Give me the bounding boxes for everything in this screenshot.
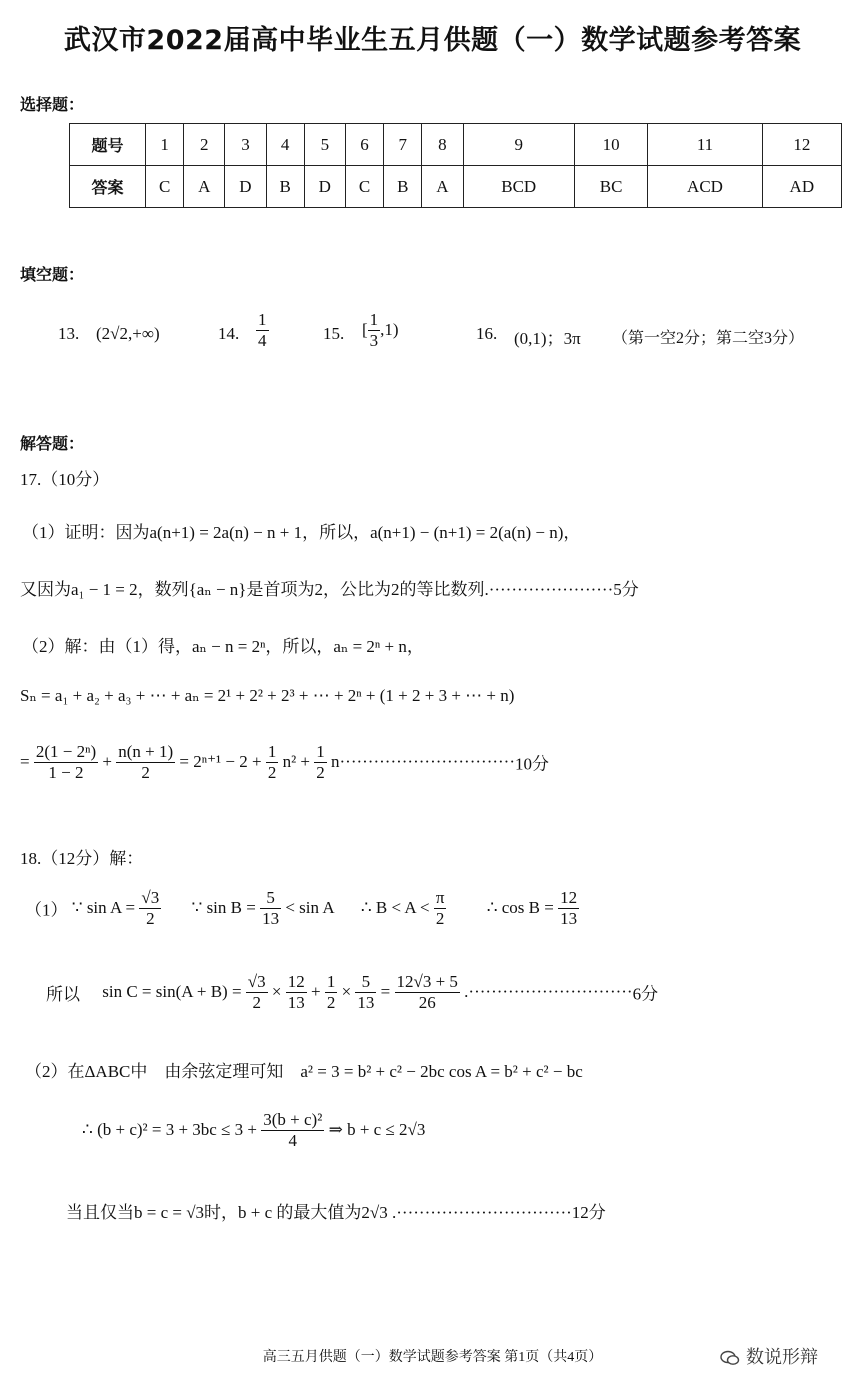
table-cell: 12 bbox=[762, 124, 841, 166]
section-solve-heading: 解答题： bbox=[20, 434, 85, 453]
watermark-text: 数说形辩 bbox=[746, 1347, 818, 1368]
q16-answer: (0,1)；3π bbox=[514, 329, 581, 348]
fraction-numerator: 12√3 + 5 bbox=[396, 972, 458, 991]
q14-answer bbox=[256, 310, 269, 350]
table-cell: AD bbox=[762, 166, 841, 208]
q17-line5-n2: n² + bbox=[282, 752, 310, 772]
q15-answer bbox=[362, 310, 399, 350]
q17-heading: 17.（10分） bbox=[20, 470, 110, 489]
q17-line2 bbox=[20, 575, 639, 600]
fraction-denominator: 2 bbox=[267, 762, 277, 782]
q13-number: 13. bbox=[58, 324, 80, 343]
part-label: （1） bbox=[25, 900, 68, 920]
q18-line3: （2）在ΔABC中 由余弦定理可知 a² = 3 = b² + c² − 2bc cos A = b² + c² − bc bbox=[25, 1062, 583, 1081]
table-header-cell: 答案 bbox=[70, 166, 146, 208]
bracket-close: ,1) bbox=[380, 320, 399, 340]
fraction-denominator: 26 bbox=[418, 992, 436, 1012]
table-cell: D bbox=[225, 166, 266, 208]
fraction-denominator: 13 bbox=[560, 908, 578, 928]
table-cell: 3 bbox=[225, 124, 266, 166]
fraction-numerator: 2(1 − 2ⁿ) bbox=[35, 742, 97, 761]
math-text: ∴ cos B = bbox=[486, 898, 554, 918]
q15-number: 15. bbox=[323, 324, 345, 343]
fraction-denominator: 1 − 2 bbox=[48, 762, 84, 782]
math-text: sin C = sin(A + B) = bbox=[102, 982, 242, 1002]
table-cell: 4 bbox=[266, 124, 304, 166]
q18-line5-text: 当且仅当b = c = √3时，b + c 的最大值为2√3 . bbox=[66, 1203, 397, 1222]
table-cell: 6 bbox=[345, 124, 383, 166]
table-cell: 10 bbox=[574, 124, 647, 166]
fraction-numerator: 1 bbox=[316, 742, 325, 761]
fraction-denominator: 4 bbox=[288, 1130, 298, 1150]
dotted-leader: ······················ bbox=[488, 580, 614, 599]
table-cell: A bbox=[422, 166, 463, 208]
chat-bubble-icon bbox=[720, 1350, 740, 1366]
score-label: 12分 bbox=[571, 1203, 606, 1222]
table-cell: D bbox=[304, 166, 345, 208]
q17-line5: = $\frac{\text{2(1 − 2ⁿ)}}{1 - 2}$ + $\frac{n(n + 1)}{2}$ = 2ⁿ⁺¹ − 2 + $\frac{1}{2}$ n² + $\frac{1}{2}$ n·······························10分 bbox=[20, 742, 549, 782]
math-text: ∴ (b + c)² = 3 + 3bc ≤ 3 + bbox=[82, 1120, 258, 1140]
table-cell: 8 bbox=[422, 124, 463, 166]
table-cell: C bbox=[345, 166, 383, 208]
score-label: 10分 bbox=[515, 754, 549, 774]
fraction-numerator: 1 bbox=[326, 972, 336, 991]
watermark bbox=[720, 1343, 818, 1369]
fraction-numerator: √3 bbox=[247, 972, 266, 991]
fraction-numerator: 1 bbox=[369, 310, 379, 329]
fraction-denominator: 3 bbox=[369, 330, 379, 350]
table-header-cell: 题号 bbox=[70, 124, 146, 166]
table-cell: 5 bbox=[304, 124, 345, 166]
table-cell: C bbox=[146, 166, 184, 208]
section-fill-heading: 填空题： bbox=[20, 265, 85, 284]
math-text: ⇒ b + c ≤ 2√3 bbox=[328, 1120, 426, 1140]
q13-answer: (2√2,+∞) bbox=[96, 324, 160, 343]
fraction-denominator: 13 bbox=[262, 908, 280, 928]
table-cell: 7 bbox=[384, 124, 422, 166]
table-cell: 11 bbox=[648, 124, 762, 166]
q14-number: 14. bbox=[218, 324, 240, 343]
page-footer: 高三五月供题（一）数学试题参考答案 第1页（共4页） bbox=[262, 1350, 603, 1365]
q16-score-note: （第一空2分；第二空3分） bbox=[612, 330, 805, 347]
table-cell: 1 bbox=[146, 124, 184, 166]
q18-heading: 18.（12分）解： bbox=[20, 849, 144, 868]
choice-answer-table bbox=[69, 123, 842, 208]
q17-line5-mid: = 2ⁿ⁺¹ − 2 + bbox=[179, 752, 262, 772]
fraction-denominator: 4 bbox=[258, 330, 267, 350]
fraction-denominator: 13 bbox=[287, 992, 305, 1012]
table-cell: A bbox=[184, 166, 225, 208]
q17-line1: （1）证明：因为a(n+1) = 2a(n) − n + 1，所以，a(n+1) − (n+1) = 2(a(n) − n)， bbox=[22, 523, 581, 542]
fraction-numerator: √3 bbox=[141, 888, 160, 907]
table-cell: B bbox=[384, 166, 422, 208]
table-cell: 2 bbox=[184, 124, 225, 166]
q17-line2-text: 又因为a₁ − 1 = 2，数列{aₙ − n}是首项为2，公比为2的等比数列. bbox=[20, 580, 489, 599]
q16-number: 16. bbox=[476, 324, 498, 343]
fraction-numerator: 1 bbox=[267, 742, 277, 761]
fraction-denominator: 13 bbox=[357, 992, 375, 1012]
table-cell: B bbox=[266, 166, 304, 208]
math-text: 所以 bbox=[46, 984, 80, 1004]
q17-line5-n: n bbox=[331, 752, 340, 772]
fraction-numerator: 1 bbox=[258, 310, 267, 329]
table-cell: BCD bbox=[463, 166, 574, 208]
dotted-leader: .····························· bbox=[464, 982, 633, 1002]
math-text: ∵ sin A = bbox=[71, 898, 136, 918]
fraction-denominator: 2 bbox=[141, 762, 150, 782]
page-title: 武汉市2022届高中毕业生五月供题（一）数学试题参考答案 bbox=[63, 25, 802, 56]
fraction-numerator: 5 bbox=[355, 972, 376, 993]
math-text: < sin A bbox=[285, 898, 335, 918]
section-choice-heading: 选择题： bbox=[20, 95, 85, 114]
fraction-denominator: 2 bbox=[326, 992, 336, 1012]
q18-line1 bbox=[25, 888, 579, 928]
score-label: 5分 bbox=[613, 580, 639, 599]
fraction-denominator: 2 bbox=[435, 908, 445, 928]
dotted-leader: ······························· bbox=[396, 1203, 572, 1222]
math-text: ∵ sin B = bbox=[191, 898, 256, 918]
fraction-numerator: 12 bbox=[287, 972, 305, 991]
score-label: 6分 bbox=[632, 984, 659, 1004]
q17-line3: （2）解：由（1）得，aₙ − n = 2ⁿ，所以，aₙ = 2ⁿ + n， bbox=[22, 637, 424, 656]
fraction-denominator: 2 bbox=[146, 908, 155, 928]
q18-line2: 所以 sin C = sin(A + B) = $\frac{√3}{2}$ × $\frac{12}{13}$ + $\frac{1}{2}$ × $\frac{5}{13}$ = $\frac{12√3 + 5}{26}$ .·····························6分 bbox=[46, 972, 659, 1012]
q18-line4 bbox=[82, 1110, 425, 1150]
q17-line4: Sₙ = a₁ + a₂ + a₃ + ⋯ + aₙ = 2¹ + 2² + 2³ + ⋯ + 2ⁿ + (1 + 2 + 3 + ⋯ + n) bbox=[20, 686, 515, 705]
table-row-numbers bbox=[70, 124, 842, 166]
table-cell: ACD bbox=[648, 166, 762, 208]
fraction-numerator: 5 bbox=[260, 888, 281, 909]
math-text: ∴ B < A < bbox=[360, 898, 430, 918]
q18-line5 bbox=[66, 1198, 606, 1223]
table-cell: 9 bbox=[463, 124, 574, 166]
fraction-denominator: 2 bbox=[252, 992, 261, 1012]
table-row-answers bbox=[70, 166, 842, 208]
dotted-leader: ······························· bbox=[339, 752, 515, 772]
fraction-numerator: 12 bbox=[560, 888, 578, 907]
fraction-numerator: 3(b + c)² bbox=[263, 1110, 323, 1129]
fraction-denominator: 2 bbox=[316, 762, 325, 782]
bracket-open: [ bbox=[362, 320, 368, 340]
table-cell: BC bbox=[574, 166, 647, 208]
fraction-numerator: π bbox=[435, 888, 445, 907]
fraction-numerator: n(n + 1) bbox=[118, 742, 174, 761]
